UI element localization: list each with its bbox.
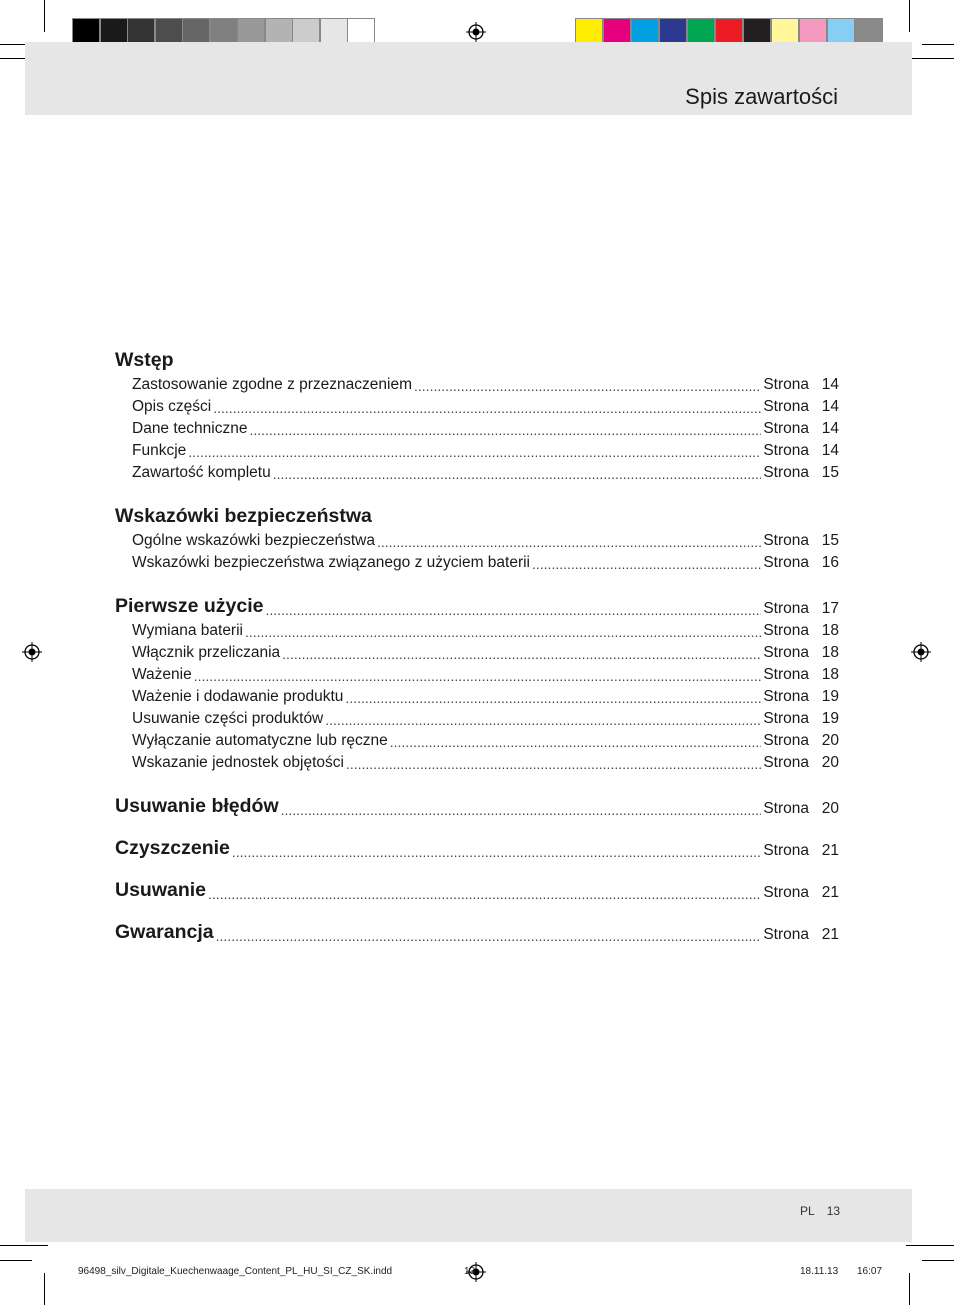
- toc-entry[interactable]: [115, 372, 839, 394]
- page-reference: [763, 926, 839, 944]
- registration-mark-icon: [911, 642, 931, 662]
- page-word: Strona: [763, 398, 809, 415]
- page-word: Strona: [763, 622, 809, 639]
- dot-leader: [188, 444, 761, 460]
- toc-entry-label: Wymiana baterii: [132, 622, 243, 639]
- page-number: 21: [821, 926, 839, 943]
- page-word: Strona: [763, 842, 809, 859]
- dot-leader: [266, 602, 762, 618]
- toc-entry[interactable]: [115, 460, 839, 482]
- page-word: Strona: [763, 884, 809, 901]
- page-word: Strona: [763, 644, 809, 661]
- toc-entry[interactable]: [115, 618, 839, 640]
- page-reference: [763, 442, 839, 460]
- toc-entry[interactable]: [115, 728, 839, 750]
- page-word: Strona: [763, 754, 809, 771]
- toc-heading-row[interactable]: [115, 792, 839, 818]
- page-reference: [763, 666, 839, 684]
- dot-leader: [345, 690, 761, 706]
- page-number: 19: [821, 688, 839, 705]
- crop-mark: [906, 58, 954, 59]
- page-word: Strona: [763, 464, 809, 481]
- dot-leader: [377, 534, 761, 550]
- toc-entry-label: Funkcje: [132, 442, 187, 459]
- dot-leader: [213, 400, 761, 416]
- toc-heading-row[interactable]: [115, 918, 839, 944]
- page-reference: [763, 732, 839, 750]
- toc-entry-label: Opis części: [132, 398, 212, 415]
- page-number: 21: [821, 842, 839, 859]
- page-word: Strona: [763, 532, 809, 549]
- toc-entry-label: Wskazówki bezpieczeństwa związanego z użyciem baterii: [132, 554, 530, 571]
- page-number: 14: [821, 376, 839, 393]
- page-word: Strona: [763, 710, 809, 727]
- toc-heading: Usuwanie: [115, 879, 207, 901]
- toc-section: [115, 502, 839, 572]
- dot-leader: [273, 466, 762, 482]
- page-reference: [763, 754, 839, 772]
- dot-leader: [281, 802, 762, 818]
- toc-entry-label: Ważenie: [132, 666, 192, 683]
- toc-section: [115, 834, 839, 860]
- toc-heading-row[interactable]: [115, 592, 839, 618]
- dot-leader: [325, 712, 761, 728]
- slug-page-ref: 13: [464, 1266, 476, 1277]
- slug-time: 16:07: [857, 1266, 883, 1277]
- page-number: 21: [821, 884, 839, 901]
- dot-leader: [194, 668, 762, 684]
- page-word: Strona: [763, 600, 809, 617]
- page-reference: [763, 376, 839, 394]
- toc-entry[interactable]: [115, 416, 839, 438]
- toc-entry-label: Usuwanie części produktów: [132, 710, 324, 727]
- toc-heading-row[interactable]: [115, 834, 839, 860]
- crop-mark: [0, 1245, 48, 1246]
- dot-leader: [249, 422, 761, 438]
- page-number: 13: [826, 1204, 841, 1218]
- page-number: 20: [821, 732, 839, 749]
- crop-mark: [0, 1260, 32, 1261]
- toc-section: [115, 918, 839, 944]
- registration-mark-icon: [22, 642, 42, 662]
- crop-mark: [909, 1273, 910, 1305]
- dot-leader: [414, 378, 761, 394]
- toc-entry-label: Ważenie i dodawanie produktu: [132, 688, 344, 705]
- slug-filename: 96498_silv_Digitale_Kuechenwaage_Content_PL_HU_SI_CZ_SK.indd: [78, 1266, 393, 1277]
- toc-entry[interactable]: [115, 394, 839, 416]
- page-number: 17: [821, 600, 839, 617]
- toc-heading: Wstęp: [115, 349, 174, 371]
- dot-leader: [390, 734, 762, 750]
- page-reference: [763, 398, 839, 416]
- page-reference: [763, 842, 839, 860]
- page-reference: [763, 464, 839, 482]
- toc-entry-label: Zastosowanie zgodne z przeznaczeniem: [132, 376, 413, 393]
- page-reference: [763, 420, 839, 438]
- page-reference: [763, 644, 839, 662]
- crop-mark: [922, 1260, 954, 1261]
- page-word: Strona: [763, 420, 809, 437]
- toc-entry[interactable]: [115, 550, 839, 572]
- toc-heading: Wskazówki bezpieczeństwa: [115, 505, 372, 527]
- page-number: 14: [821, 398, 839, 415]
- page-number: 20: [821, 800, 839, 817]
- toc-entry[interactable]: [115, 438, 839, 460]
- toc-section: [115, 346, 839, 482]
- page-word: Strona: [763, 732, 809, 749]
- toc-heading-row[interactable]: [115, 346, 839, 372]
- page-reference: [763, 622, 839, 640]
- crop-mark: [906, 1245, 954, 1246]
- crop-mark: [44, 1273, 45, 1305]
- toc-entry-label: Ogólne wskazówki bezpieczeństwa: [132, 532, 375, 549]
- toc-entry[interactable]: [115, 662, 839, 684]
- page-word: Strona: [763, 442, 809, 459]
- page-number: 18: [821, 666, 839, 683]
- toc-entry-label: Zawartość kompletu: [132, 464, 271, 481]
- toc-heading: Usuwanie błędów: [115, 795, 279, 817]
- crop-mark: [922, 44, 954, 45]
- page-number: 16: [821, 554, 839, 571]
- toc-heading-row[interactable]: [115, 876, 839, 902]
- dot-leader: [245, 624, 761, 640]
- page-reference: [763, 554, 839, 572]
- page-number: 15: [821, 464, 839, 481]
- page-word: Strona: [763, 554, 809, 571]
- page-reference: [763, 688, 839, 706]
- page-word: Strona: [763, 666, 809, 683]
- page-title: Spis zawartości: [685, 84, 838, 109]
- toc-heading: Czyszczenie: [115, 837, 230, 859]
- dot-leader: [232, 844, 761, 860]
- page-number: 18: [821, 644, 839, 661]
- dot-leader: [282, 646, 761, 662]
- toc-section: [115, 592, 839, 772]
- page-number: 20: [821, 754, 839, 771]
- page-number: 14: [821, 442, 839, 459]
- dot-leader: [532, 556, 761, 572]
- page-reference: [763, 710, 839, 728]
- dot-leader: [216, 928, 762, 944]
- page-word: Strona: [763, 800, 809, 817]
- page-number: 15: [821, 532, 839, 549]
- toc-heading-row[interactable]: [115, 502, 839, 528]
- page-number: 14: [821, 420, 839, 437]
- crop-mark: [44, 0, 45, 32]
- toc-entry[interactable]: [115, 684, 839, 706]
- page-reference: [763, 884, 839, 902]
- toc-entry[interactable]: [115, 706, 839, 728]
- toc-section: [115, 876, 839, 902]
- page-word: Strona: [763, 688, 809, 705]
- toc-heading: Gwarancja: [115, 921, 214, 943]
- page-reference: [763, 800, 839, 818]
- page-word: Strona: [763, 926, 809, 943]
- toc-entry-label: Wskazanie jednostek objętości: [132, 754, 344, 771]
- toc-heading: Pierwsze użycie: [115, 595, 264, 617]
- toc-entry[interactable]: [115, 640, 839, 662]
- page-number: 18: [821, 622, 839, 639]
- table-of-contents: [115, 346, 839, 944]
- dot-leader: [346, 756, 761, 772]
- toc-entry-label: Dane techniczne: [132, 420, 248, 437]
- toc-section: [115, 792, 839, 818]
- toc-entry-label: Włącznik przeliczania: [132, 644, 281, 661]
- toc-entry-label: Wyłączanie automatyczne lub ręczne: [132, 732, 388, 749]
- toc-entry[interactable]: [115, 750, 839, 772]
- page-reference: [763, 600, 839, 618]
- toc-entry[interactable]: [115, 528, 839, 550]
- dot-leader: [208, 886, 761, 902]
- page-reference: [763, 532, 839, 550]
- page-number: 19: [821, 710, 839, 727]
- footer-band: [25, 1189, 912, 1242]
- language-code: PL: [800, 1204, 815, 1218]
- slug-date: 18.11.13: [800, 1266, 839, 1277]
- page-word: Strona: [763, 376, 809, 393]
- page-footer: [800, 1204, 852, 1218]
- registration-mark-icon: [466, 22, 486, 42]
- crop-mark: [909, 0, 910, 32]
